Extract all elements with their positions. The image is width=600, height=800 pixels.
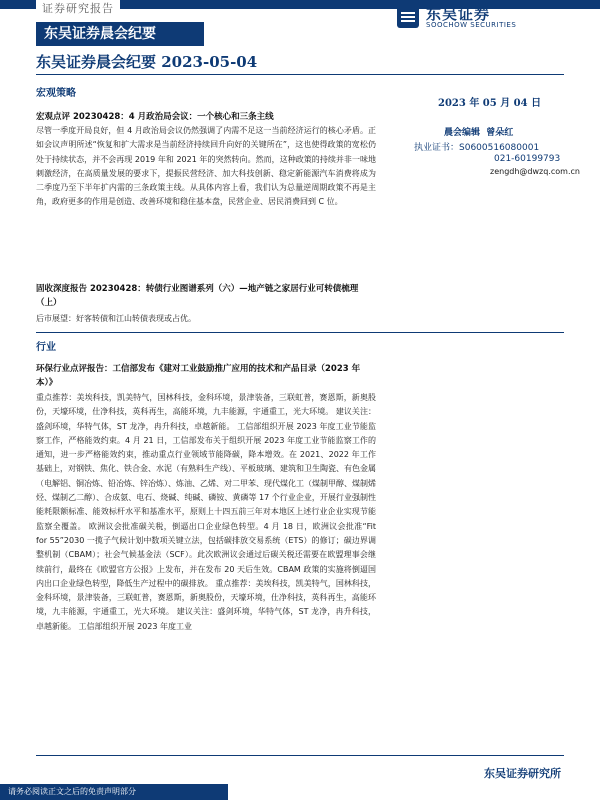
- article-body: 尽管一季度开局良好，但 4 月政治局会议仍然强调了内需不足这一当前经济运行的核心矛盾。正如会议声明所述“恢复和扩大需求是当前经济持续回升向好的关键所在”，这也使得政策的宽松仍处于持续状态，并不会再现 2019 年和 2021 年的突然转向。然而，这种政策的持续并非一味地刺激经济，在高质量发展的要求下，提振民营经济、加大科技创新、稳定新能源汽车消费将成为二季度乃至下半年扩内需的三条政策主线。从具体内容上看，我们认为总量逆周期政策不再是主角，政府更多的作用是创造、改善环境和稳住基本盘，民营企业、居民消费回到 C 位。: [36, 126, 376, 207]
- footer-institute: 东吴证券研究所: [484, 767, 561, 780]
- footer-divider: [36, 755, 564, 756]
- report-type-label: 证券研究报告: [36, 0, 120, 16]
- license-number: S0600516080001: [459, 143, 540, 153]
- page-title: 东吴证券晨会纪要 2023-05-04: [36, 53, 258, 71]
- title-divider: [36, 74, 564, 75]
- logo-name-en: SOOCHOW SECURITIES: [426, 21, 517, 29]
- section-heading-macro: 宏观策略: [36, 88, 76, 99]
- editor-name: 曾朵红: [486, 128, 514, 138]
- article-title: 环保行业点评报告：工信部发布《建对工业鼓励推广应用的技术和产品目录（2023 年本）》: [36, 364, 361, 388]
- brand-logo: [396, 3, 566, 31]
- article-body: 重点推荐：美埃科技，凯美特气，国林科技，金科环境，景津装备，三联虹普，赛恩斯，新奥股份，天壕环境，仕净科技，英科再生，高能环境，九丰能源，宇通重工，光大环境。 建议关注：盛剑环境，华特气体，ST 龙净，冉升科技，卓越新能。 工信部组织开展 2023 年度工业节能监察工作，严格能效约束。4 月 21 日，工信部发布关于组织开展 2023 年度工业节能监察工作的通知，进一步严格能效约束，推动重点行业领域节能降碳，降本增效。在 2021、2022 年工作基础上，对钢铁、焦化、铁合金、水泥（有熟料生产线）、平板玻璃、建筑和卫生陶瓷、有色金属（电解铝、铜冶炼、铅冶炼、锌冶炼）、炼油、乙烯、对二甲苯、现代煤化工（煤制甲醇、煤制烯烃、煤制乙二醇）、合成氨、电石、烧碱、纯碱、磷铵、黄磷等 17 个行业企业，开展行业强制性能耗限额标准、能效标杆水平和基准水平，原则上十四五前三年对本地区上述行业企业实现节能监察全覆盖。 欧洲议会批准碳关税，倒逼出口企业绿色转型。4 月 18 日，欧洲议会批准“Fit for 55”2030 一揽子气候计划中数项关键立法，包括碳排放交易系统（ETS）的修订；碳边界调整机制（CBAM）；社会气候基金法（SCF）。此次欧洲议会通过后碳关税还需要在欧盟理事会继续前行，最终在《欧盟官方公报》上发布，并在发布 20 天后生效。CBAM 政策的实施将倒逼国内出口企业绿色转型，降低生产过程中的碳排放。 重点推荐：美埃科技，凯美特气，国林科技，金科环境，景津装备，三联虹普，赛恩斯，新奥股份，天壕环境，仕净科技，英科再生，高能环境，九丰能源，宇通重工，光大环境。 建议关注：盛剑环境，华特气体，ST 龙净，冉升科技，卓越新能。 工信部组织开展 2023 年度工业: [36, 393, 376, 631]
- editor-label: 晨会编辑: [444, 128, 481, 138]
- section-heading-industry: 行业: [36, 342, 56, 353]
- logo-mark-icon: [396, 5, 420, 29]
- section-divider: [36, 332, 564, 333]
- article-title: 固收深度报告 20230428：转债行业图谱系列（六）—地产链之家居行业可转债梳理（上）: [36, 284, 359, 308]
- report-date: 2023 年 05 月 04 日: [438, 98, 542, 109]
- editor-phone: 021-60199793: [494, 154, 561, 164]
- editor-line: [444, 125, 513, 138]
- banner-title: 东吴证券晨会纪要: [36, 22, 204, 46]
- license-line: [414, 140, 539, 153]
- license-label: 执业证书：: [414, 143, 460, 153]
- disclaimer-notice: 请务必阅读正文之后的免责声明部分: [0, 784, 228, 800]
- logo-name-cn: 东吴证券: [426, 5, 491, 23]
- editor-email: zengdh@dwzq.com.cn: [490, 167, 580, 176]
- article-body: 后市展望：好客转债和江山转债表现或占优。: [36, 314, 196, 323]
- article-title: 宏观点评 20230428：4 月政治局会议：一个核心和三条主线: [36, 112, 274, 122]
